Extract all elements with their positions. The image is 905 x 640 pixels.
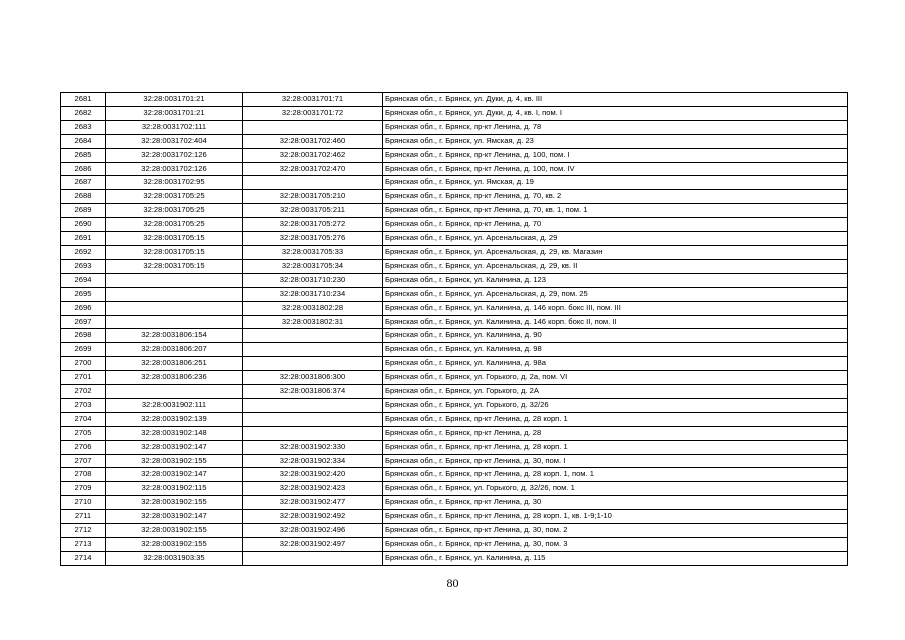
table-row bbox=[61, 218, 848, 232]
object-number-cell: 32:28:0031710:234 bbox=[243, 287, 383, 301]
table-row bbox=[61, 510, 848, 524]
parcel-number-cell: 32:28:0031705:25 bbox=[106, 204, 243, 218]
parcel-number-cell: 32:28:0031705:25 bbox=[106, 190, 243, 204]
object-number-cell: 32:28:0031902:330 bbox=[243, 440, 383, 454]
address-cell: Брянская обл., г. Брянск, пр-кт Ленина, д. 28 корп. 1, кв. 1-9;1-10 bbox=[383, 510, 848, 524]
table-row bbox=[61, 468, 848, 482]
parcel-number-cell: 32:28:0031902:155 bbox=[106, 538, 243, 552]
row-number-cell: 2694 bbox=[61, 273, 106, 287]
object-number-cell bbox=[243, 357, 383, 371]
object-number-cell: 32:28:0031705:272 bbox=[243, 218, 383, 232]
row-number-cell: 2713 bbox=[61, 538, 106, 552]
parcel-number-cell: 32:28:0031902:111 bbox=[106, 398, 243, 412]
row-number-cell: 2689 bbox=[61, 204, 106, 218]
parcel-number-cell: 32:28:0031902:115 bbox=[106, 482, 243, 496]
parcel-number-cell bbox=[106, 315, 243, 329]
row-number-cell: 2712 bbox=[61, 524, 106, 538]
row-number-cell: 2710 bbox=[61, 496, 106, 510]
address-cell: Брянская обл., г. Брянск, ул. Калинина, д. 146 корп. бокс III, пом. III bbox=[383, 301, 848, 315]
row-number-cell: 2693 bbox=[61, 259, 106, 273]
object-number-cell: 32:28:0031701:71 bbox=[243, 93, 383, 107]
row-number-cell: 2699 bbox=[61, 343, 106, 357]
table-row bbox=[61, 245, 848, 259]
row-number-cell: 2697 bbox=[61, 315, 106, 329]
address-cell: Брянская обл., г. Брянск, пр-кт Ленина, д. 30 bbox=[383, 496, 848, 510]
table-row bbox=[61, 301, 848, 315]
address-cell: Брянская обл., г. Брянск, ул. Калинина, д. 115 bbox=[383, 551, 848, 565]
object-number-cell bbox=[243, 551, 383, 565]
parcel-number-cell: 32:28:0031701:21 bbox=[106, 93, 243, 107]
table-row bbox=[61, 343, 848, 357]
address-cell: Брянская обл., г. Брянск, ул. Арсенальская, д. 29, кв. II bbox=[383, 259, 848, 273]
address-cell: Брянская обл., г. Брянск, ул. Арсенальская, д. 29, кв. Магазин bbox=[383, 245, 848, 259]
row-number-cell: 2691 bbox=[61, 232, 106, 246]
parcel-number-cell: 32:28:0031902:147 bbox=[106, 510, 243, 524]
table-row bbox=[61, 398, 848, 412]
parcel-number-cell bbox=[106, 287, 243, 301]
address-cell: Брянская обл., г. Брянск, ул. Горького, д. 32/26 bbox=[383, 398, 848, 412]
parcel-number-cell: 32:28:0031806:251 bbox=[106, 357, 243, 371]
row-number-cell: 2705 bbox=[61, 426, 106, 440]
address-cell: Брянская обл., г. Брянск, ул. Горького, д. 2А bbox=[383, 385, 848, 399]
object-number-cell: 32:28:0031902:420 bbox=[243, 468, 383, 482]
parcel-number-cell bbox=[106, 273, 243, 287]
table-row bbox=[61, 329, 848, 343]
row-number-cell: 2698 bbox=[61, 329, 106, 343]
row-number-cell: 2700 bbox=[61, 357, 106, 371]
object-number-cell: 32:28:0031802:31 bbox=[243, 315, 383, 329]
object-number-cell: 32:28:0031702:460 bbox=[243, 134, 383, 148]
row-number-cell: 2682 bbox=[61, 106, 106, 120]
object-number-cell: 32:28:0031701:72 bbox=[243, 106, 383, 120]
row-number-cell: 2681 bbox=[61, 93, 106, 107]
object-number-cell: 32:28:0031702:470 bbox=[243, 162, 383, 176]
object-number-cell: 32:28:0031902:477 bbox=[243, 496, 383, 510]
table-row bbox=[61, 148, 848, 162]
parcel-number-cell: 32:28:0031902:148 bbox=[106, 426, 243, 440]
row-number-cell: 2690 bbox=[61, 218, 106, 232]
parcel-number-cell: 32:28:0031702:95 bbox=[106, 176, 243, 190]
address-cell: Брянская обл., г. Брянск, ул. Ямская, д. 23 bbox=[383, 134, 848, 148]
parcel-number-cell: 32:28:0031902:147 bbox=[106, 440, 243, 454]
table-row bbox=[61, 204, 848, 218]
row-number-cell: 2701 bbox=[61, 371, 106, 385]
table-row bbox=[61, 232, 848, 246]
parcel-number-cell: 32:28:0031705:15 bbox=[106, 232, 243, 246]
object-number-cell bbox=[243, 343, 383, 357]
address-cell: Брянская обл., г. Брянск, пр-кт Ленина, д. 78 bbox=[383, 120, 848, 134]
parcel-number-cell: 32:28:0031705:25 bbox=[106, 218, 243, 232]
table-row bbox=[61, 371, 848, 385]
parcel-number-cell: 32:28:0031902:147 bbox=[106, 468, 243, 482]
table-row bbox=[61, 134, 848, 148]
address-cell: Брянская обл., г. Брянск, ул. Дуки, д. 4, кв. I, пом. I bbox=[383, 106, 848, 120]
table-row bbox=[61, 482, 848, 496]
object-number-cell: 32:28:0031705:210 bbox=[243, 190, 383, 204]
cadastral-table bbox=[60, 92, 848, 566]
address-cell: Брянская обл., г. Брянск, ул. Калинина, д. 146 корп. бокс II, пом. II bbox=[383, 315, 848, 329]
address-cell: Брянская обл., г. Брянск, ул. Калинина, д. 98а bbox=[383, 357, 848, 371]
row-number-cell: 2696 bbox=[61, 301, 106, 315]
address-cell: Брянская обл., г. Брянск, ул. Калинина, д. 123 bbox=[383, 273, 848, 287]
table-row bbox=[61, 496, 848, 510]
row-number-cell: 2708 bbox=[61, 468, 106, 482]
address-cell: Брянская обл., г. Брянск, ул. Ямская, д. 19 bbox=[383, 176, 848, 190]
table-body bbox=[61, 93, 848, 566]
parcel-number-cell: 32:28:0031705:15 bbox=[106, 259, 243, 273]
object-number-cell bbox=[243, 398, 383, 412]
row-number-cell: 2684 bbox=[61, 134, 106, 148]
table-row bbox=[61, 162, 848, 176]
table-row bbox=[61, 93, 848, 107]
table-row bbox=[61, 426, 848, 440]
object-number-cell: 32:28:0031710:230 bbox=[243, 273, 383, 287]
table-row bbox=[61, 385, 848, 399]
table-row bbox=[61, 412, 848, 426]
object-number-cell bbox=[243, 176, 383, 190]
object-number-cell: 32:28:0031902:497 bbox=[243, 538, 383, 552]
parcel-number-cell: 32:28:0031902:155 bbox=[106, 496, 243, 510]
row-number-cell: 2711 bbox=[61, 510, 106, 524]
parcel-number-cell: 32:28:0031701:21 bbox=[106, 106, 243, 120]
table-row bbox=[61, 190, 848, 204]
address-cell: Брянская обл., г. Брянск, пр-кт Ленина, д. 28 корп. 1 bbox=[383, 412, 848, 426]
address-cell: Брянская обл., г. Брянск, пр-кт Ленина, д. 28 корп. 1, пом. 1 bbox=[383, 468, 848, 482]
parcel-number-cell: 32:28:0031705:15 bbox=[106, 245, 243, 259]
address-cell: Брянская обл., г. Брянск, пр-кт Ленина, д. 30, пом. 3 bbox=[383, 538, 848, 552]
table-row bbox=[61, 176, 848, 190]
object-number-cell bbox=[243, 412, 383, 426]
parcel-number-cell: 32:28:0031806:236 bbox=[106, 371, 243, 385]
address-cell: Брянская обл., г. Брянск, ул. Горького, д. 32/26, пом. 1 bbox=[383, 482, 848, 496]
parcel-number-cell: 32:28:0031902:155 bbox=[106, 454, 243, 468]
object-number-cell: 32:28:0031806:300 bbox=[243, 371, 383, 385]
row-number-cell: 2695 bbox=[61, 287, 106, 301]
address-cell: Брянская обл., г. Брянск, пр-кт Ленина, д. 70, кв. 1, пом. 1 bbox=[383, 204, 848, 218]
parcel-number-cell: 32:28:0031903:35 bbox=[106, 551, 243, 565]
parcel-number-cell: 32:28:0031702:404 bbox=[106, 134, 243, 148]
table-row bbox=[61, 440, 848, 454]
address-cell: Брянская обл., г. Брянск, ул. Горького, д. 2а, пом. VI bbox=[383, 371, 848, 385]
address-cell: Брянская обл., г. Брянск, ул. Арсенальская, д. 29 bbox=[383, 232, 848, 246]
object-number-cell bbox=[243, 329, 383, 343]
address-cell: Брянская обл., г. Брянск, пр-кт Ленина, д. 28 bbox=[383, 426, 848, 440]
object-number-cell: 32:28:0031902:496 bbox=[243, 524, 383, 538]
parcel-number-cell: 32:28:0031702:111 bbox=[106, 120, 243, 134]
row-number-cell: 2687 bbox=[61, 176, 106, 190]
table-row bbox=[61, 315, 848, 329]
address-cell: Брянская обл., г. Брянск, пр-кт Ленина, д. 70 bbox=[383, 218, 848, 232]
address-cell: Брянская обл., г. Брянск, ул. Арсенальская, д. 29, пом. 25 bbox=[383, 287, 848, 301]
row-number-cell: 2709 bbox=[61, 482, 106, 496]
object-number-cell: 32:28:0031802:28 bbox=[243, 301, 383, 315]
address-cell: Брянская обл., г. Брянск, пр-кт Ленина, д. 100, пом. IV bbox=[383, 162, 848, 176]
table-row bbox=[61, 551, 848, 565]
address-cell: Брянская обл., г. Брянск, пр-кт Ленина, д. 30, пом. I bbox=[383, 454, 848, 468]
object-number-cell: 32:28:0031705:276 bbox=[243, 232, 383, 246]
object-number-cell: 32:28:0031806:374 bbox=[243, 385, 383, 399]
row-number-cell: 2702 bbox=[61, 385, 106, 399]
address-cell: Брянская обл., г. Брянск, ул. Калинина, д. 90 bbox=[383, 329, 848, 343]
address-cell: Брянская обл., г. Брянск, ул. Калинина, д. 98 bbox=[383, 343, 848, 357]
parcel-number-cell: 32:28:0031702:126 bbox=[106, 148, 243, 162]
object-number-cell: 32:28:0031902:492 bbox=[243, 510, 383, 524]
object-number-cell: 32:28:0031902:334 bbox=[243, 454, 383, 468]
address-cell: Брянская обл., г. Брянск, пр-кт Ленина, д. 30, пом. 2 bbox=[383, 524, 848, 538]
parcel-number-cell: 32:28:0031702:126 bbox=[106, 162, 243, 176]
table-row bbox=[61, 259, 848, 273]
parcel-number-cell bbox=[106, 385, 243, 399]
parcel-number-cell: 32:28:0031806:154 bbox=[106, 329, 243, 343]
row-number-cell: 2685 bbox=[61, 148, 106, 162]
row-number-cell: 2703 bbox=[61, 398, 106, 412]
object-number-cell: 32:28:0031702:462 bbox=[243, 148, 383, 162]
table-row bbox=[61, 120, 848, 134]
object-number-cell: 32:28:0031705:33 bbox=[243, 245, 383, 259]
table-row bbox=[61, 357, 848, 371]
parcel-number-cell: 32:28:0031902:155 bbox=[106, 524, 243, 538]
row-number-cell: 2704 bbox=[61, 412, 106, 426]
row-number-cell: 2714 bbox=[61, 551, 106, 565]
parcel-number-cell bbox=[106, 301, 243, 315]
row-number-cell: 2686 bbox=[61, 162, 106, 176]
object-number-cell: 32:28:0031705:34 bbox=[243, 259, 383, 273]
row-number-cell: 2688 bbox=[61, 190, 106, 204]
parcel-number-cell: 32:28:0031902:139 bbox=[106, 412, 243, 426]
row-number-cell: 2707 bbox=[61, 454, 106, 468]
object-number-cell bbox=[243, 426, 383, 440]
row-number-cell: 2706 bbox=[61, 440, 106, 454]
object-number-cell: 32:28:0031705:211 bbox=[243, 204, 383, 218]
table-row bbox=[61, 524, 848, 538]
table-row bbox=[61, 454, 848, 468]
table-row bbox=[61, 106, 848, 120]
row-number-cell: 2692 bbox=[61, 245, 106, 259]
parcel-number-cell: 32:28:0031806:207 bbox=[106, 343, 243, 357]
table-row bbox=[61, 538, 848, 552]
page-number: 80 bbox=[446, 576, 459, 590]
address-cell: Брянская обл., г. Брянск, пр-кт Ленина, д. 100, пом. I bbox=[383, 148, 848, 162]
row-number-cell: 2683 bbox=[61, 120, 106, 134]
table-row bbox=[61, 287, 848, 301]
address-cell: Брянская обл., г. Брянск, пр-кт Ленина, д. 28 корп. 1 bbox=[383, 440, 848, 454]
object-number-cell bbox=[243, 120, 383, 134]
address-cell: Брянская обл., г. Брянск, ул. Дуки, д. 4, кв. III bbox=[383, 93, 848, 107]
table-row bbox=[61, 273, 848, 287]
address-cell: Брянская обл., г. Брянск, пр-кт Ленина, д. 70, кв. 2 bbox=[383, 190, 848, 204]
object-number-cell: 32:28:0031902:423 bbox=[243, 482, 383, 496]
